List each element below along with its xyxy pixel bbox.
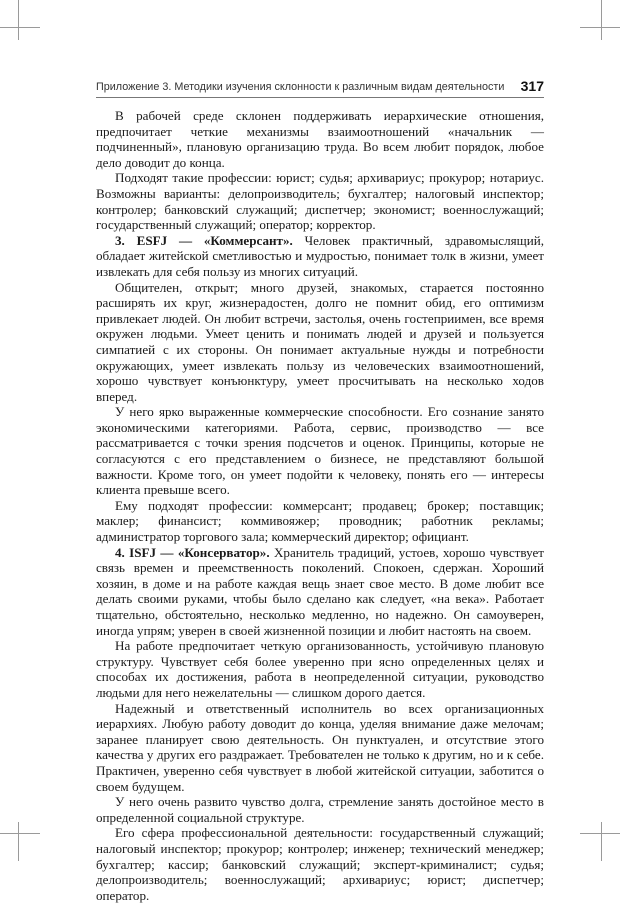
paragraph: Подходят такие профессии: юрист; судья; архивариус; прокурор; нотариус. Возможны варианты: делопроизводитель; бухгалтер; налоговый инспектор; контролер; банковский служащий; диспетчер; экономист; военнослужащий; государственный служащий; оператор; корректор. bbox=[96, 170, 544, 233]
paragraph: Его сфера профессиональной деятельности: государственный служащий; налоговый инспектор; прокурор; контролер; инженер; технический менеджер; бухгалтер; кассир; банковский служащий; эксперт-криминалист; судья; делопроизводитель; военнослужащий; архивариус; юрист; диспетчер; оператор. bbox=[96, 825, 544, 903]
paragraph: На работе предпочитает четкую организованность, устойчивую плановую структуру. Чувствует себя более уверенно при ясно определенных целях и способах их достижения, работа в неопределенной ситуации, руководство людьми для него нежелательны — слишком дорого дается. bbox=[96, 638, 544, 700]
crop-mark-top-right bbox=[580, 27, 620, 28]
type-heading-isfj: 4. ISFJ — «Консерватор». bbox=[115, 544, 270, 560]
paragraph: В рабочей среде склонен поддерживать иерархические отношения, предпочитает четкие механизмы взаимоотношений «начальник — подчиненный», плановую организацию труда. Во всем любит порядок, любое дело доводит до конца. bbox=[96, 108, 544, 170]
type-heading-esfj: 3. ESFJ — «Коммерсант». bbox=[115, 232, 293, 248]
header-divider bbox=[96, 97, 544, 98]
paragraph-esfj: 3. ESFJ — «Коммерсант». Человек практичный, здравомыслящий, обладает житейской сметливостью и мудростью, понимает толк в жизни, умеет извлекать для себя пользу из многих ситуаций. bbox=[96, 232, 545, 279]
paragraph: У него ярко выраженные коммерческие способности. Его сознание занято экономическими категориями. Работа, сервис, производство — все рассматривается с точки зрения подсчетов и оценок. Принципы, которые не согласуются с его представлением о бизнесе, не представляют большой важности. Кроме того, он умеет подойти к человеку, понять его — интересы клиента превыше всего. bbox=[96, 404, 544, 498]
crop-mark-bottom-right bbox=[601, 822, 602, 861]
paragraph: Общителен, открыт; много друзей, знакомых, старается постоянно расширять их круг, жизнерадостен, долго не помнит обид, его оптимизм привлекает людей. Он любит встречи, застолья, очень гостеприимен, все время окружен людьми. Умеет ценить и понимать людей и друзей и пользуется симпатией с их стороны. Он понимает актуальные нужды и потребности окружающих, умеет извлекать пользу из человеческих взаимоотношений, хорошо чувствует конъюнктуру, умеет просчитывать на несколько ходов вперед. bbox=[96, 279, 544, 404]
crop-mark-bottom-right bbox=[580, 833, 620, 834]
running-header bbox=[96, 78, 544, 98]
page-number: 317 bbox=[520, 78, 544, 94]
body-text bbox=[96, 108, 544, 903]
paragraph: Ему подходят профессии: коммерсант; продавец; брокер; поставщик; маклер; финансист; коммивояжер; проводник; работник рекламы; администратор торгового зала; коммерческий директор; официант. bbox=[96, 497, 544, 545]
crop-mark-bottom-left bbox=[18, 822, 19, 861]
running-header-title: Приложение 3. Методики изучения склонности к различным видам деятельности bbox=[96, 81, 505, 93]
crop-mark-top-right bbox=[601, 0, 602, 40]
paragraph: Надежный и ответственный исполнитель во всех организационных иерархиях. Любую работу доводит до конца, уделяя внимание даже мелочам; заранее планирует свою деятельность. Он пунктуален, и отсутствие этого качества у других его раздражает. Требователен не только к другим, но и к себе. Практичен, уверенно себя чувствует в любой житейской ситуации, заботится о своем будущем. bbox=[96, 700, 544, 794]
paragraph-isfj: 4. ISFJ — «Консерватор». Хранитель традиций, устоев, хорошо чувствует связь времен и преемственность поколений. Спокоен, сдержан. Хороший хозяин, в доме и на работе каждая вещь знает свое место. В доме любит все делать своими руками, чтобы было сделано как следует, «на века». Работает тщательно, обстоятельно, несколько медленно, но надежно. Он самоуверен, иногда упрям; уверен в своей жизненной позиции и любит настоять на своем. bbox=[96, 544, 545, 638]
paragraph: У него очень развито чувство долга, стремление занять достойное место в определенной социальной структуре. bbox=[96, 794, 544, 825]
crop-mark-top-left bbox=[0, 27, 40, 28]
crop-mark-bottom-left bbox=[0, 833, 40, 834]
crop-mark-top-left bbox=[18, 0, 19, 40]
